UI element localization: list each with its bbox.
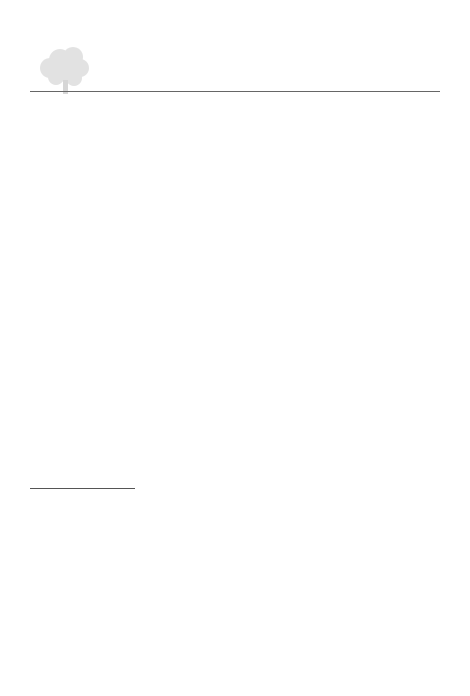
chapter-divider — [30, 91, 440, 92]
chapter-tag — [30, 44, 100, 94]
footnote-divider — [30, 488, 135, 489]
tree-icon — [30, 44, 100, 94]
